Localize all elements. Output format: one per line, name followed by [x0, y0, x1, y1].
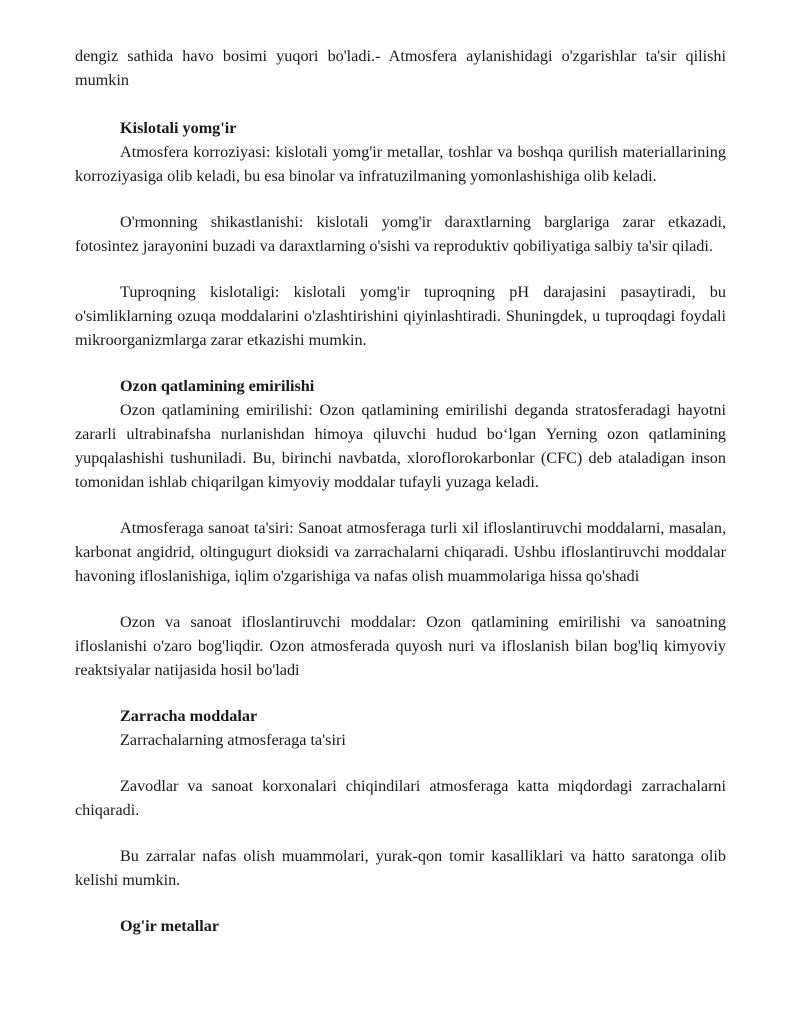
heading-acid-rain: Kislotali yomg'ir: [120, 119, 237, 137]
document-page: [75, 44, 726, 938]
paragraph-ozone-industry: Ozon va sanoat ifloslantiruvchi moddalar: Ozon qatlamining emirilishi va sanoatning ifloslanishi o'zaro bog'liqdir. Ozon atmosferada quyosh nuri va ifloslanish bilan bog'liq kimyoviy reaktsiyalar natijasida hosil bo'ladi: [75, 613, 726, 679]
subheading-particles-effect: Zarrachalarning atmosferaga ta'siri: [120, 731, 346, 749]
intro-paragraph: dengiz sathida havo bosimi yuqori bo'ladi.- Atmosfera aylanishidagi o'zgarishlar ta'sir qilishi mumkin: [75, 47, 726, 89]
paragraph-atmospheric-corrosion: Atmosfera korroziyasi: kislotali yomg'ir metallar, toshlar va boshqa qurilish materiallarining korroziyasiga olib keladi, bu esa binolar va infratuzilmaning yomonlashishiga olib keladi.: [75, 143, 726, 185]
heading-particulate-matter: Zarracha moddalar: [120, 707, 258, 725]
paragraph-factory-emissions: Zavodlar va sanoat korxonalari chiqindilari atmosferaga katta miqdordagi zarrachalarni chiqaradi.: [75, 777, 726, 819]
paragraph-ozone-depletion: Ozon qatlamining emirilishi: Ozon qatlamining emirilishi deganda stratosferadagi hayotni zararli ultrabinafsha nurlanishdan himoya qiluvchi hudud bo‘lgan Yerning ozon qatlamining yupqalashishi tushuniladi. Bu, birinchi navbatda, xloroflorokarbonlar (CFC) deb ataladigan inson tomonidan ishlab chiqarilgan kimyoviy moddalar tufayli yuzaga keladi.: [75, 401, 726, 491]
paragraph-soil-acidity: Tuproqning kislotaligi: kislotali yomg'ir tuproqning pH darajasini pasaytiradi, bu o'simliklarning ozuqa moddalarini o'zlashtirishini qiyinlashtiradi. Shuningdek, u tuproqdagi foydali mikroorganizmlarga zarar etkazishi mumkin.: [75, 283, 726, 349]
heading-ozone-depletion: Ozon qatlamining emirilishi: [120, 377, 315, 395]
paragraph-industry-impact: Atmosferaga sanoat ta'siri: Sanoat atmosferaga turli xil ifloslantiruvchi moddalarni, masalan, karbonat angidrid, oltingugurt dioksidi va zarrachalarni chiqaradi. Ushbu ifloslantiruvchi moddalar havoning ifloslanishiga, iqlim o'zgarishiga va nafas olish muammolariga hissa qo'shadi: [75, 519, 726, 585]
paragraph-health-effects: Bu zarralar nafas olish muammolari, yurak-qon tomir kasalliklari va hatto saratonga olib kelishi mumkin.: [75, 847, 726, 889]
paragraph-forest-damage: O'rmonning shikastlanishi: kislotali yomg'ir daraxtlarning barglariga zarar etkazadi, fotosintez jarayonini buzadi va daraxtlarning o'sishi va reproduktiv qobiliyatiga salbiy ta'sir qiladi.: [75, 213, 726, 255]
heading-heavy-metals: Og'ir metallar: [120, 917, 220, 935]
